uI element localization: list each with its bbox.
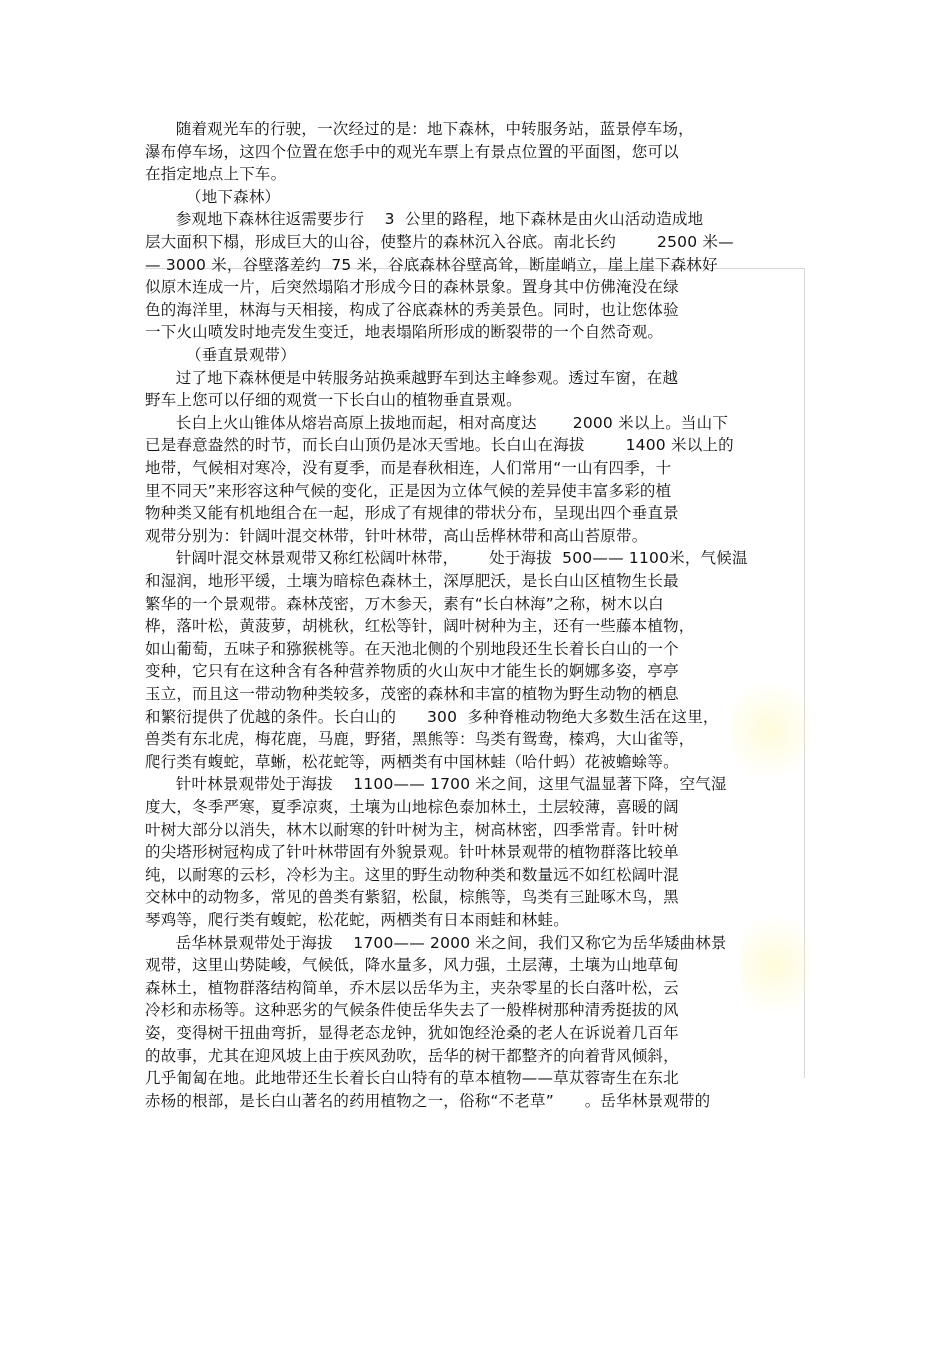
text-line: 爬行类有蝮蛇，草蜥，松花蛇等，两栖类有中国林蛙（哈什蚂）花被蟾蜍等。 <box>145 752 679 771</box>
text-line: 针阔叶混交林景观带又称红松阔叶林带， 处于海拔 500—— 1100米，气候温 <box>145 549 748 568</box>
text-line: 玉立，而且这一带动物种类较多，茂密的森林和丰富的植物为野生动物的栖息 <box>145 685 679 703</box>
text-line: 森林土，植物群落结构简单，乔木层以岳华为主，夹杂零星的长白落叶松，云 <box>145 978 679 997</box>
text-line: 交林中的动物多，常见的兽类有紫貂，松鼠，棕熊等，鸟类有三趾啄木鸟，黑 <box>145 888 679 907</box>
text-line: 在指定地点上下车。 <box>145 165 287 184</box>
scan-highlight <box>740 900 810 1030</box>
text-line: 里不同天”来形容这种气候的变化，正是因为立体气候的差异使丰富多彩的植 <box>145 481 672 500</box>
text-line: 观带分别为：针阔叶混交林带，针叶林带，高山岳桦林带和高山苔原带。 <box>145 526 648 545</box>
text-line: 色的海洋里，林海与天相接，构成了谷底森林的秀美景色。同时，也让您体验 <box>145 300 679 319</box>
text-line: 几乎匍匐在地。此地带还生长着长白山特有的草本植物——草苁蓉寄生在东北 <box>145 1069 679 1088</box>
text-line: 参观地下森林往返需要步行 3 公里的路程，地下森林是由火山活动造成地 <box>145 210 704 229</box>
text-line: 的尖塔形树冠构成了针叶林带固有外貌景观。针叶林景观带的植物群落比较单 <box>145 843 679 862</box>
text-line: 叶树大部分以消失，林木以耐寒的针叶树为主，树高林密，四季常青。针叶树 <box>145 820 679 839</box>
text-line: 的故事，尤其在迎风坡上由于疾风劲吹，岳华的树干都整齐的向着背风倾斜， <box>145 1046 679 1065</box>
text-line: 随着观光车的行驶，一次经过的是：地下森林，中转服务站，蓝景停车场， <box>145 120 694 138</box>
text-line: 一下火山喷发时地壳发生变迁，地表塌陷所形成的断裂带的一个自然奇观。 <box>145 323 664 342</box>
text-line: （地下森林） <box>145 187 281 206</box>
text-line: 观带，这里山势陡峻，气候低，降水量多，风力强，土层薄，土壤为山地草甸 <box>145 956 679 975</box>
text-line: 琴鸡等，爬行类有蝮蛇，松花蛇，两栖类有日本雨蛙和林蛙。 <box>145 911 569 929</box>
text-line: 针叶林景观带处于海拔 1100—— 1700 米之间，这里气温显著下降，空气湿 <box>145 775 727 794</box>
text-line: 姿，变得树干扭曲弯折，显得老态龙钟，犹如饱经沧桑的老人在诉说着几百年 <box>145 1024 679 1042</box>
text-line: （垂直景观带） <box>145 346 296 364</box>
text-line: 和繁衍提供了优越的条件。长白山的 300 多种脊椎动物绝大多数生活在这里， <box>145 707 719 726</box>
text-line: 层大面积下榻，形成巨大的山谷，使整片的森林沉入谷底。南北长约 2500 米— <box>145 233 734 251</box>
text-line: 度大，冬季严寒，夏季凉爽，土壤为山地棕色泰加林土，土层较薄，喜暖的阔 <box>145 798 679 816</box>
text-line: 物种类又能有机地组合在一起，形成了有规律的带状分布，呈现出四个垂直景 <box>145 504 679 523</box>
text-line: 和湿润，地形平缓，土壤为暗棕色森林土，深厚肥沃，是长白山区植物生长最 <box>145 572 679 590</box>
text-line: 地带，气候相对寒冷，没有夏季，而是春秋相连，人们常用“一山有四季，十 <box>145 459 672 477</box>
text-line: 瀑布停车场，这四个位置在您手中的观光车票上有景点位置的平面图，您可以 <box>145 142 679 161</box>
text-line: 繁华的一个景观带。森林茂密，万木参天，素有“长白林海”之称，树木以白 <box>145 594 664 613</box>
text-line: 已是春意盎然的时节，而长白山顶仍是冰天雪地。长白山在海拔 1400 米以上的 <box>145 436 734 455</box>
text-line: 变种，它只有在这种含有各种营养物质的火山灰中才能生长的婀娜多姿，亭亭 <box>145 662 679 681</box>
text-line: 过了地下森林便是中转服务站换乘越野车到达主峰参观。透过车窗，在越 <box>145 368 679 387</box>
text-line: 纯，以耐寒的云杉，冷杉为主。这里的野生动物种类和数量远不如红松阔叶混 <box>145 865 679 884</box>
text-line: 赤杨的根部，是长白山著名的药用植物之一，俗称“不老草” 。岳华林景观带的 <box>145 1091 711 1110</box>
text-line: 兽类有东北虎，梅花鹿，马鹿，野猪，黑熊等：鸟类有鸳鸯，榛鸡，大山雀等， <box>145 730 695 749</box>
scan-highlight <box>730 670 810 790</box>
text-line: — 3000 米，谷壁落差约 75 米，谷底森林谷壁高耸，断崖峭立，崖上崖下森林好 <box>145 255 718 274</box>
text-line: 野车上您可以仔细的观赏一下长白山的植物垂直景观。 <box>145 391 522 410</box>
text-line: 如山葡萄，五味子和猕猴桃等。在天池北侧的个别地段还生长着长白山的一个 <box>145 639 679 658</box>
text-line: 岳华林景观带处于海拔 1700—— 2000 米之间，我们又称它为岳华矮曲林景 <box>145 933 727 952</box>
text-line: 冷杉和赤杨等。这种恶劣的气候条件使岳华失去了一般桦树那种清秀挺拔的风 <box>145 1001 679 1020</box>
text-line: 长白上火山锥体从熔岩高原上拔地而起，相对高度达 2000 米以上。当山下 <box>145 413 729 432</box>
text-line: 桦，落叶松，黄菠萝，胡桃秋，红松等针，阔叶树种为主，还有一些藤本植物， <box>145 617 695 636</box>
text-line: 似原木连成一片，后突然塌陷才形成今日的森林景象。置身其中仿佛淹没在绿 <box>145 278 679 297</box>
